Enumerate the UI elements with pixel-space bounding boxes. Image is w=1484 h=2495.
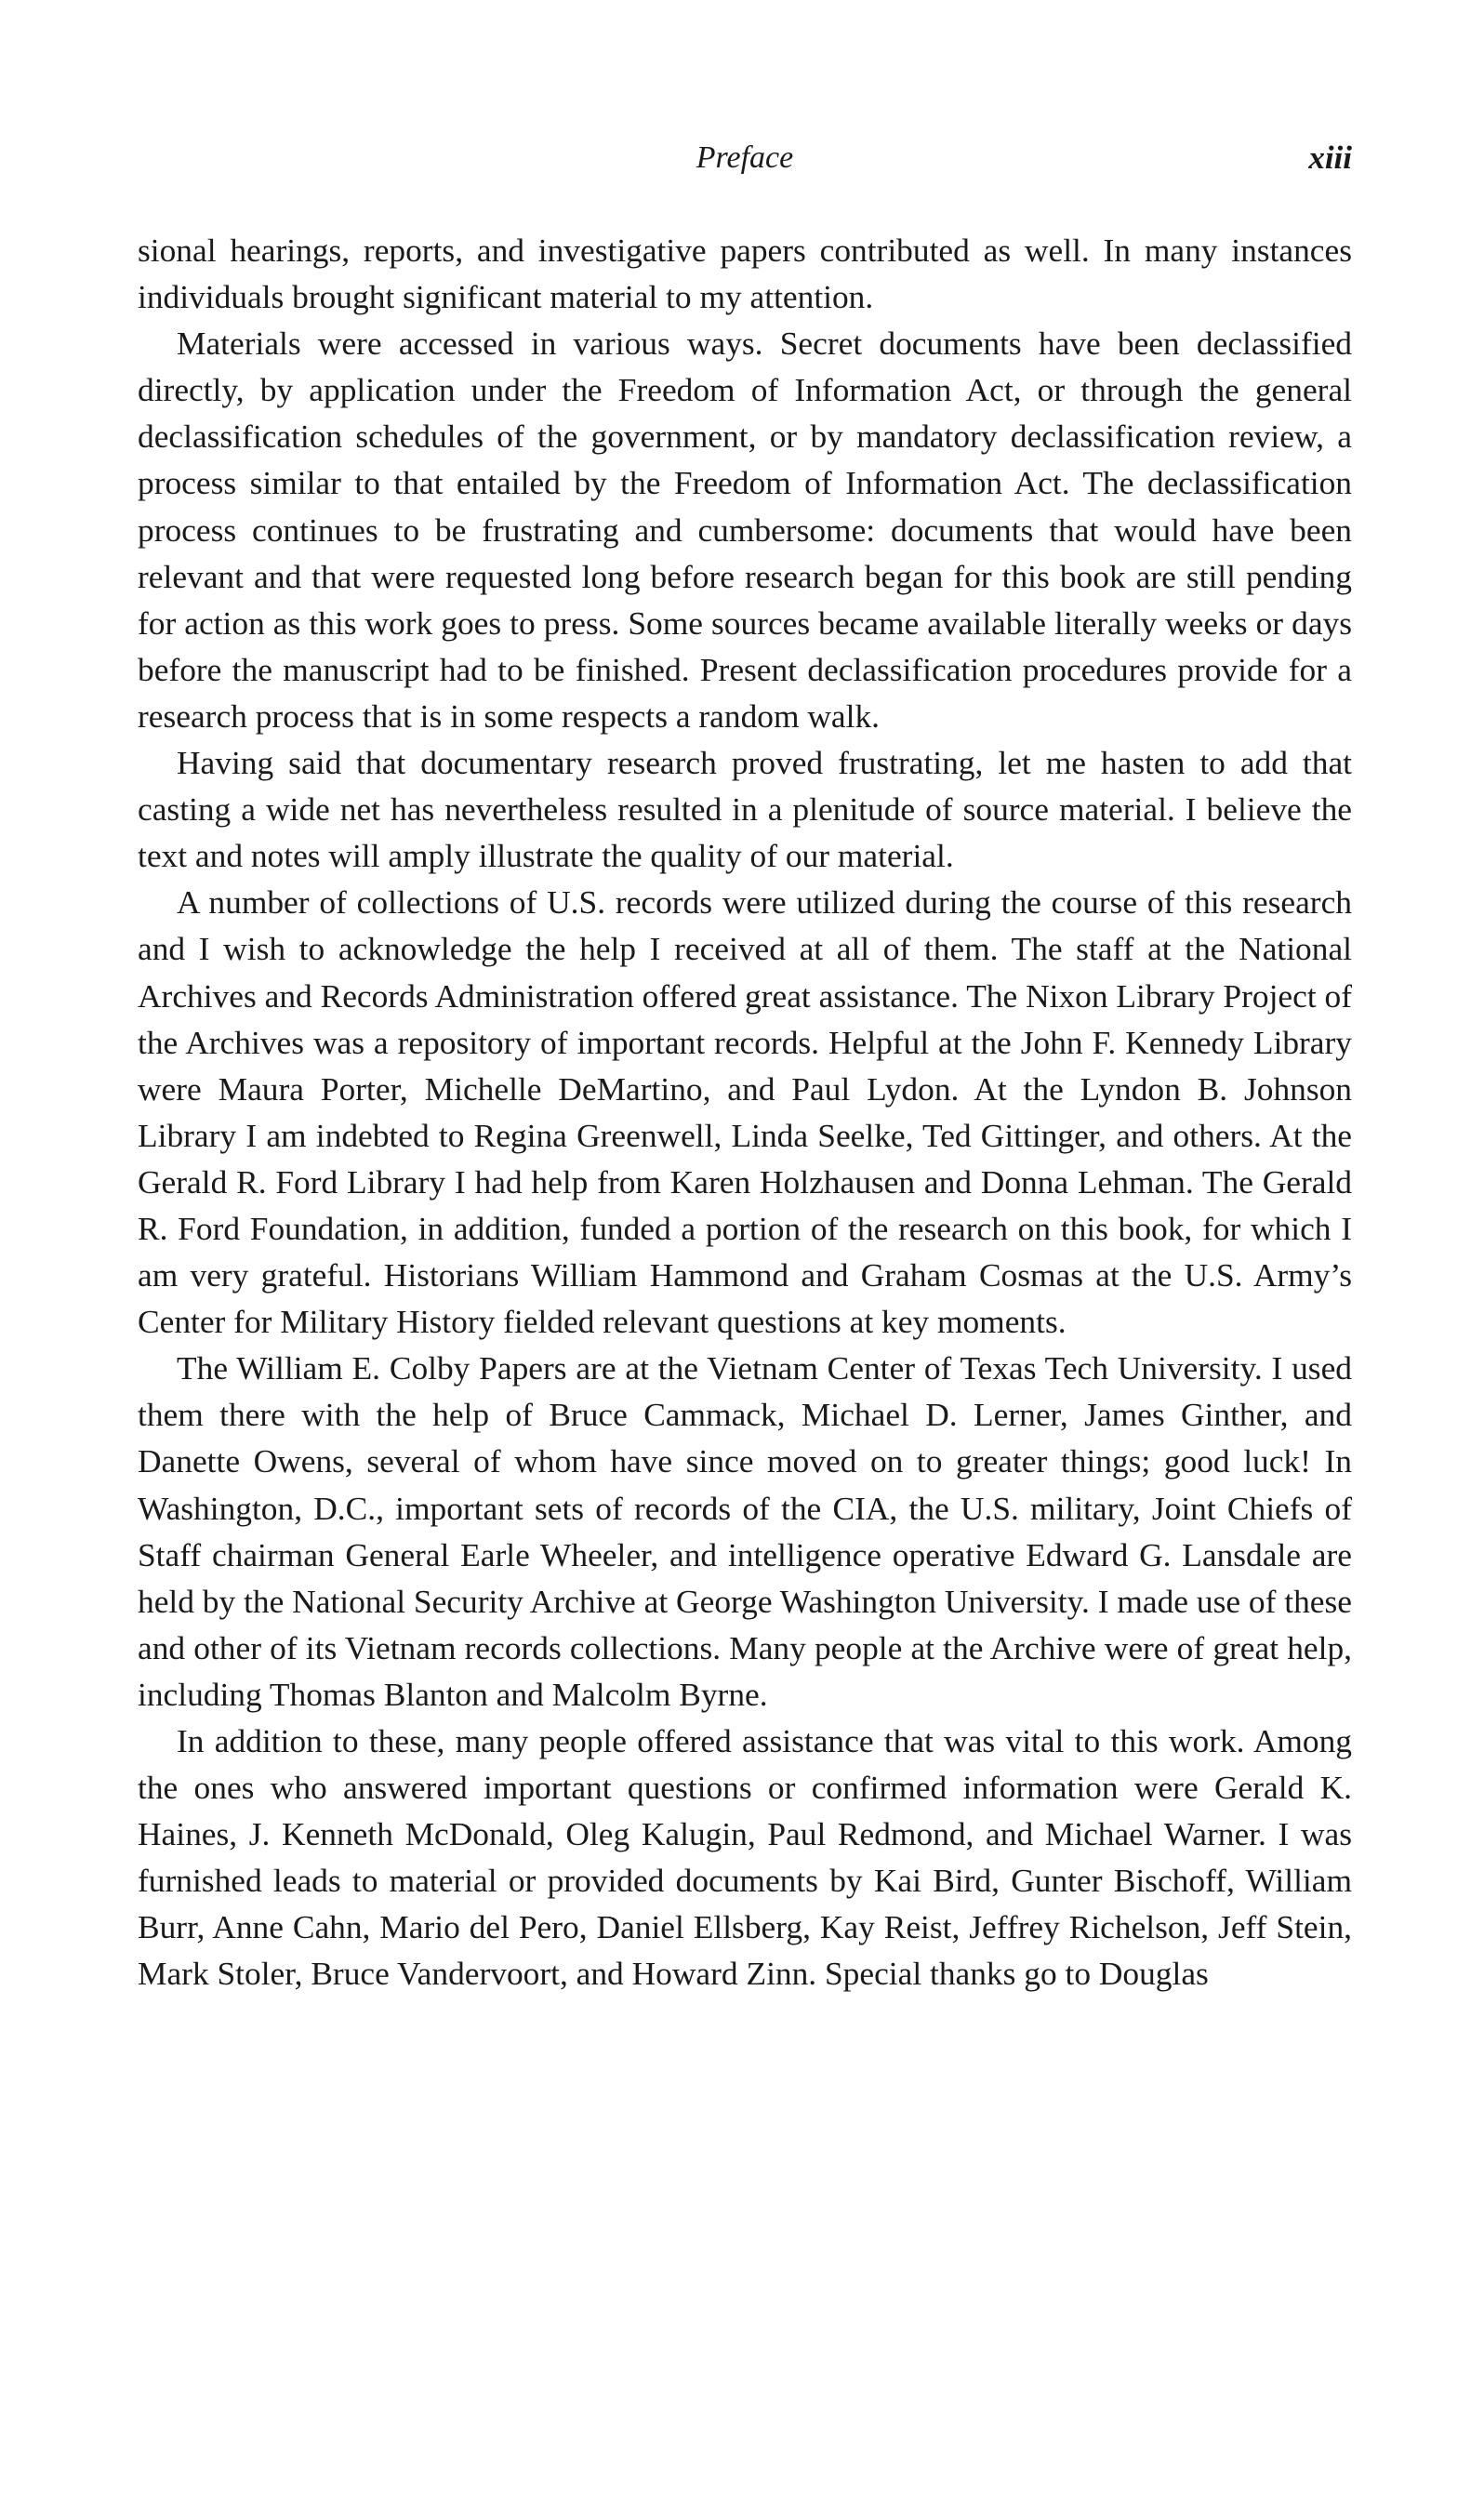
running-head [138, 138, 1352, 179]
paragraph: In addition to these, many people offered assistance that was vital to this work. Among the ones who answered important questions or confirmed information were Gerald K. Haines, J. Kenneth McDonald, Oleg Kalugin, Paul Redmond, and Michael Warner. I was furnished leads to material or provided documents by Kai Bird, Gunter Bischoff, William Burr, Anne Cahn, Mario del Pero, Daniel Ellsberg, Kay Reist, Jeffrey Richelson, Jeff Stein, Mark Stoler, Bruce Vandervoort, and Howard Zinn. Special thanks go to Douglas [138, 1722, 1352, 1993]
page-number: xiii [1308, 139, 1352, 176]
running-title: Preface [696, 140, 794, 175]
paragraph-continued: sional hearings, reports, and investigative papers contributed as well. In many instances individuals brought significant material to my attention. [138, 232, 1352, 316]
paragraph: A number of collections of U.S. records were utilized during the course of this research and I wish to acknowledge the help I received at all of them. The staff at the National Archives and Records Administration offered great assistance. The Nixon Library Project of the Archives was a repository of important records. Helpful at the John F. Kennedy Library were Maura Porter, Michelle DeMartino, and Paul Lydon. At the Lyndon B. Johnson Library I am indebted to Regina Greenwell, Linda Seelke, Ted Gittinger, and others. At the Gerald R. Ford Library I had help from Karen Holzhausen and Donna Lehman. The Gerald R. Ford Foundation, in addition, funded a portion of the research on this book, for which I am very grateful. Historians William Hammond and Graham Cosmas at the U.S. Army’s Center for Military History fielded relevant questions at key moments. [138, 883, 1352, 1341]
paragraph: The William E. Colby Papers are at the Vietnam Center of Texas Tech University. I used them there with the help of Bruce Cammack, Michael D. Lerner, James Ginther, and Danette Owens, several of whom have since moved on to greater things; good luck! In Washington, D.C., important sets of records of the CIA, the U.S. military, Joint Chiefs of Staff chairman General Earle Wheeler, and intelligence operative Edward G. Lansdale are held by the National Security Archive at George Washington University. I made use of these and other of its Vietnam records collections. Many people at the Archive were of great help, including Thomas Blanton and Malcolm Byrne. [138, 1349, 1352, 1713]
paragraph: Materials were accessed in various ways. Secret documents have been declassified directly, by application under the Freedom of Information Act, or through the general declassification schedules of the government, or by mandatory declassification review, a process similar to that entailed by the Freedom of Information Act. The declassification process continues to be frustrating and cumbersome: documents that would have been relevant and that were requested long before research began for this book are still pending for action as this work goes to press. Some sources became available literally weeks or days before the manuscript had to be finished. Present declassification procedures provide for a research process that is in some respects a random walk. [138, 325, 1352, 735]
paragraph: Having said that documentary research proved frustrating, let me hasten to add that casting a wide net has nevertheless resulted in a plenitude of source material. I believe the text and notes will amply illustrate the quality of our material. [138, 744, 1352, 875]
body-text [138, 227, 1352, 1997]
